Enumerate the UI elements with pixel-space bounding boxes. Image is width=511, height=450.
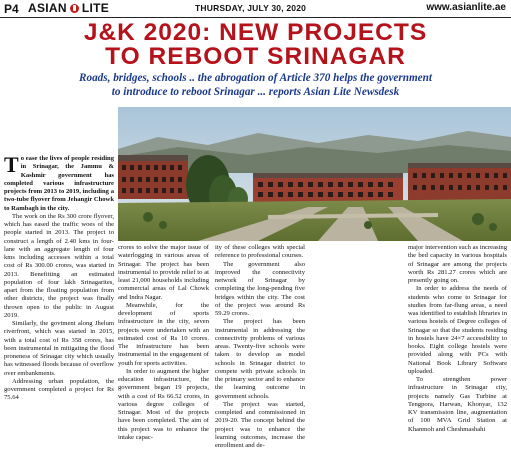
paragraph: The project was started, completed and commissioned in 2019-20. The concept behind the project was to enhance the learning outcomes, increase the enrollment and de- xyxy=(215,400,305,449)
campus-photo xyxy=(118,107,511,241)
paragraph: In order to address the needs of students who come to Srinagar for studies from far-flung areas, a need was identified to establish libraries in various hostels of Degree colleges of Srinagar so that the students residing in hostels have 24×7 accessibility to books. Eight college hostels were provided along with PCs with National Book Library Software uploaded. xyxy=(408,285,507,375)
standfirst-line-1: Roads, bridges, schools .. the abrogation of Article 370 helps the government xyxy=(79,72,432,84)
paragraph: The project has been instrumental in addressing the connectivity problems of various areas. Twenty-five schools were taken to develop as model schools in Srinagar district to compete with private schools in the primary sector and to enhance the learning outcome in government schools. xyxy=(215,318,305,400)
paragraph: major intervention such as increasing the bed capacity in various hospitals of Srinagar are among the projects worth Rs 281.27 crores which are presently going on. xyxy=(408,244,507,284)
article-column-2 xyxy=(118,244,209,442)
logo-dot-icon xyxy=(70,4,79,13)
paragraph: Meanwhile, for the development of sports infrastructure in the city, seven projects were undertaken with an estimated cost of Rs 10 crores. The infrastructure has been instrumental in the engagement of youth for sports activities. xyxy=(118,301,209,367)
issue-date: THURSDAY, JULY 30, 2020 xyxy=(195,3,307,13)
paragraph: Similarly, the govtment along Jhelum riverfront, which was started in 2015, with a total cost of Rs 358 crores, has been instrumental in mitigating the flood proneness of Srinagar city which usually has witnessed floods because of overflow over embankments. xyxy=(4,320,114,377)
newspaper-logo xyxy=(28,1,109,15)
paragraph: The work on the Rs 300 crore flyover, which has eased the traffic woes of the people started in 2013. The project to construct a length of 2.40 kms in four-lane with an aggregate length of four kms including accesses within a total cost of Rs 300.00 crores, was started in 2013. Benefitting an estimated population of four lakh Srinagarites, apart from the floating population from other districts, the project was finally thrown open to the public in August 2019. xyxy=(4,212,114,319)
paragraph: The government also improved the connectivity network of Srinagar by completing the long-pending five bridges within the city. The cost of the project was around Rs 59.29 crores. xyxy=(215,260,305,317)
paragraph: In order to augment the higher education infrastructure, the government began 19 projects, with a cost of Rs 66.52 crores, in various degree colleges of Srinagar. Most of the projects have been completed. The aim of this project was to enhance the intake capac- xyxy=(118,367,209,441)
standfirst-line-2: to introduce to reboot Srinagar ... reports Asian Lite Newsdesk xyxy=(111,86,400,98)
lead-paragraph: o ease the lives of people residing in Srinagar, the Jammu & Kashmir government has completed various infrastructure projects from 2013 to 2019, including a two-tube flyover from Jehangir Chowk to Rambagh in the city. xyxy=(4,155,114,212)
headline-line-1: J&K 2020: NEW PROJECTS xyxy=(83,19,428,46)
logo-word-lite: LITE xyxy=(81,1,110,15)
logo-word-asian: ASIAN xyxy=(28,1,67,15)
article-standfirst xyxy=(40,71,471,99)
masthead xyxy=(0,0,511,18)
paragraph: Addressing urban population, the government completed a project for Rs 75.64 xyxy=(4,377,114,402)
paragraph: crores to solve the major issue of waterlogging in various areas of Srinagar. The project has been instrumental to provide relief to at least 21,000 households including commercial areas of Lal Chowk and Indra Nagar. xyxy=(118,244,209,301)
article-column-3 xyxy=(215,244,305,450)
website-url: www.asianlite.ae xyxy=(426,2,506,13)
article-column-4 xyxy=(408,244,507,434)
page-number: P4 xyxy=(4,2,19,16)
article-headline xyxy=(0,21,511,69)
paragraph: ity of these colleges with special reference to professional courses. xyxy=(215,244,305,260)
paragraph: To strengthen power infrastructure in Srinagar city, projects namely Gas Turbine at Tengpora, Harwan, Khonyar, 132 KV transmission line, augmentation of 100 MVA Grid Station at Khanmoh and Cheshmashahi xyxy=(408,376,507,433)
article-column-1 xyxy=(4,152,114,403)
drop-cap: T xyxy=(4,152,19,177)
headline-line-2: TO REBOOT SRINAGAR xyxy=(105,43,406,70)
